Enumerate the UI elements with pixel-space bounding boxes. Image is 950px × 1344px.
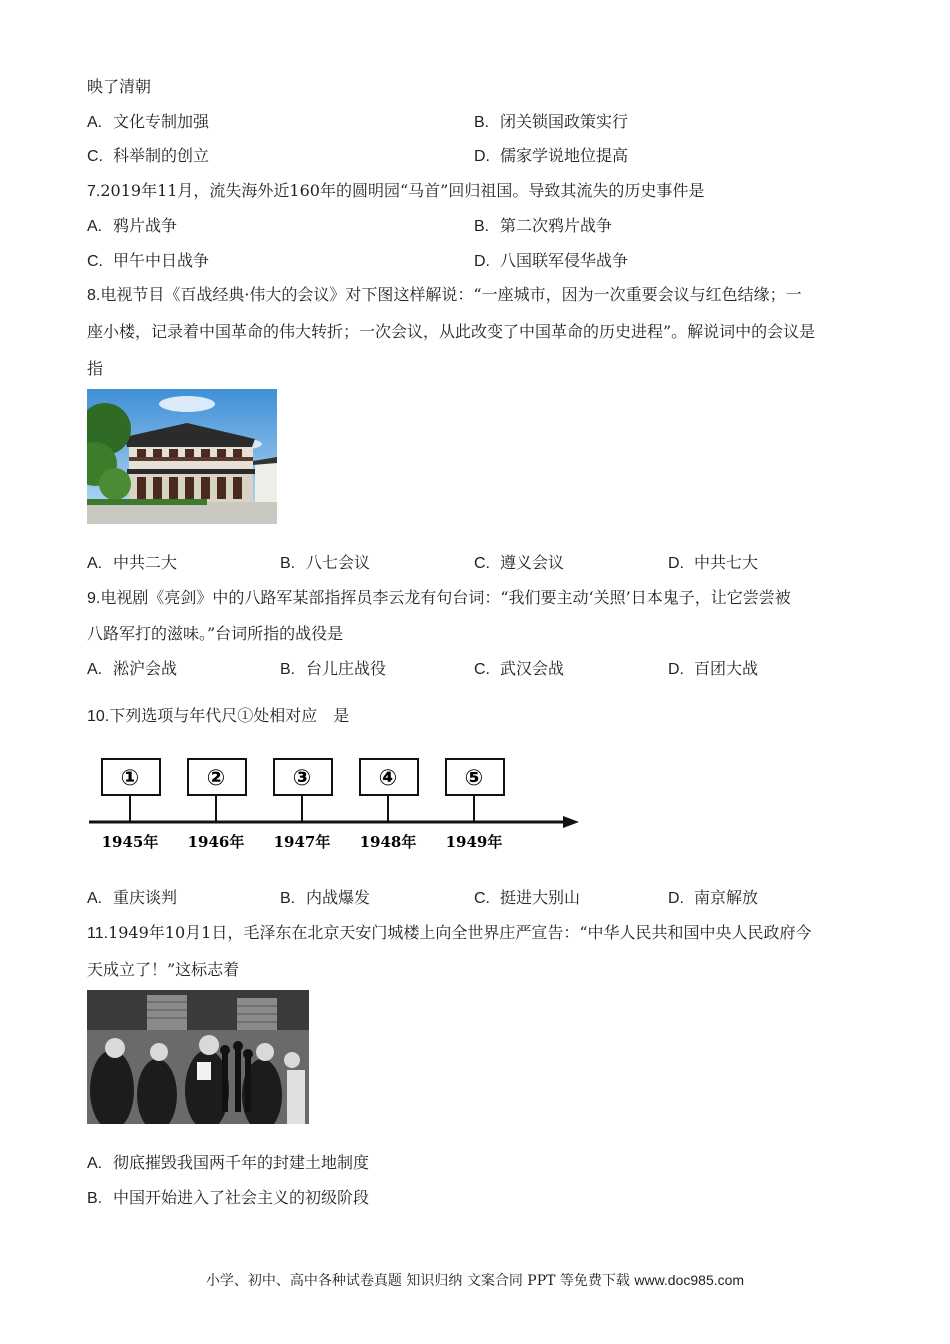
timeline-marker-2: ② xyxy=(206,766,226,791)
question-10-stem: 10.下列选项与年代尺①处相对应 是 xyxy=(87,706,350,725)
question-8-stem-line-1: 8.电视节目《百战经典·伟大的会议》对下图这样解说：“一座城市，因为一次重要会议与红色结缘；一 xyxy=(87,285,802,304)
timeline-marker-4: ④ xyxy=(378,766,398,791)
question-11-stem-line-2: 天成立了！”这标志着 xyxy=(87,960,240,979)
timeline-marker-1: ① xyxy=(120,766,140,791)
q10-option-c: C. 挺进大别山 xyxy=(474,888,581,907)
question-9-stem-line-2: 八路军打的滋味。”台词所指的战役是 xyxy=(87,624,344,643)
q6-option-a: A. 文化专制加强 xyxy=(87,112,210,131)
q11-option-a: A. 彻底摧毁我国两千年的封建土地制度 xyxy=(87,1153,370,1172)
zunyi-meeting-site-photo xyxy=(87,389,277,524)
q7-option-a: A. 鸦片战争 xyxy=(87,216,178,235)
q10-option-d: D. 南京解放 xyxy=(668,888,759,907)
q11-option-b: B. 中国开始进入了社会主义的初级阶段 xyxy=(87,1188,370,1207)
footer-link[interactable]: www.doc985.com xyxy=(634,1272,745,1288)
q9-option-d: D. 百团大战 xyxy=(668,659,759,678)
q8-option-c: C. 遵义会议 xyxy=(474,553,565,572)
q8-option-b: B. 八七会议 xyxy=(280,553,371,572)
timeline-year-5: 1949年 xyxy=(445,833,503,851)
timeline-year-4: 1948年 xyxy=(359,833,417,851)
page-footer xyxy=(0,1270,950,1290)
timeline-marker-3: ③ xyxy=(292,766,312,791)
timeline-year-3: 1947年 xyxy=(273,833,331,851)
q10-option-b: B. 内战爆发 xyxy=(280,888,371,907)
timeline-year-1: 1945年 xyxy=(101,833,159,851)
question-6-stem-tail: 映了清朝 xyxy=(87,77,152,96)
q10-option-a: A. 重庆谈判 xyxy=(87,888,178,907)
q9-option-a: A. 淞沪会战 xyxy=(87,659,178,678)
question-9-stem-line-1: 9.电视剧《亮剑》中的八路军某部指挥员李云龙有句台词：“我们要主动‘关照’日本鬼子，让它尝尝被 xyxy=(87,588,791,607)
founding-ceremony-photo xyxy=(87,990,309,1124)
q8-option-d: D. 中共七大 xyxy=(668,553,759,572)
question-8-stem-line-2: 座小楼，记录着中国革命的伟大转折；一次会议，从此改变了中国革命的历史进程”。解说词中的会议是 xyxy=(87,322,816,341)
question-7-stem: 7.2019年11月，流失海外近160年的圆明园“马首”回归祖国。导致其流失的历史事件是 xyxy=(87,181,705,200)
question-8-stem-line-3: 指 xyxy=(87,359,104,378)
q6-option-c: C. 科举制的创立 xyxy=(87,146,210,165)
timeline-ruler xyxy=(87,752,587,857)
timeline-arrow-icon xyxy=(563,816,579,828)
q6-option-d: D. 儒家学说地位提高 xyxy=(474,146,629,165)
q7-option-c: C. 甲午中日战争 xyxy=(87,251,210,270)
q7-option-d: D. 八国联军侵华战争 xyxy=(474,251,629,270)
q8-option-a: A. 中共二大 xyxy=(87,553,178,572)
q9-option-b: B. 台儿庄战役 xyxy=(280,659,387,678)
q7-option-b: B. 第二次鸦片战争 xyxy=(474,216,613,235)
timeline-marker-5: ⑤ xyxy=(464,766,484,791)
timeline-year-2: 1946年 xyxy=(187,833,245,851)
footer-text: 小学、初中、高中各种试卷真题 知识归纳 文案合同 PPT 等免费下载 xyxy=(205,1273,630,1289)
q6-option-b: B. 闭关锁国政策实行 xyxy=(474,112,629,131)
q9-option-c: C. 武汉会战 xyxy=(474,659,565,678)
question-11-stem-line-1: 11.1949年10月1日，毛泽东在北京天安门城楼上向全世界庄严宣告：“中华人民共和国中央人民政府今 xyxy=(87,923,812,942)
